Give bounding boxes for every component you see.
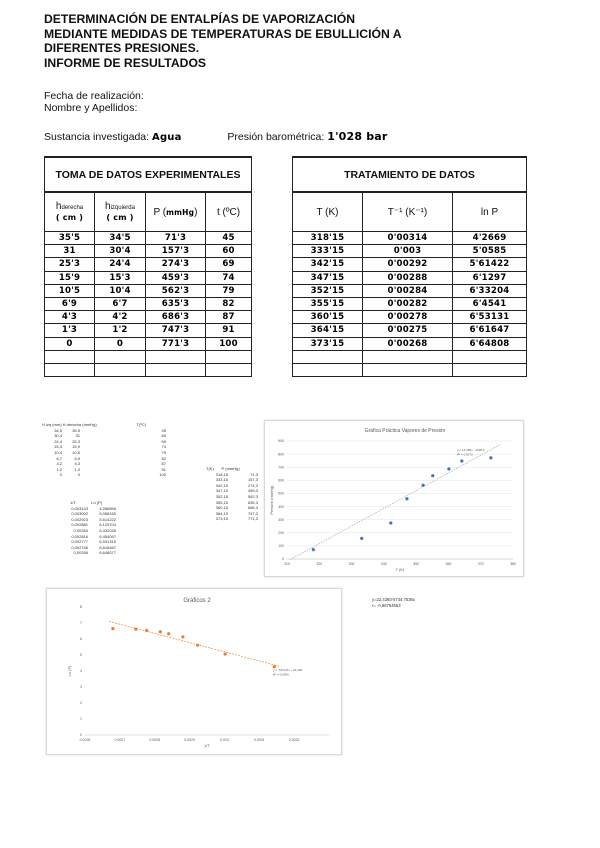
y-tick-label: 900 [278,439,284,444]
x-tick-label: 0.0031 [253,738,265,742]
table-cell: 0'00282 [363,297,453,310]
table-row [45,337,252,350]
sheet-cell: 0,00268 [73,550,88,556]
table-cell: 69 [206,258,252,271]
title-line: MEDIANTE MEDIDAS DE TEMPERATURAS DE EBULLICIÓN A [44,26,402,41]
table-row [293,297,527,310]
table-cell [293,363,363,376]
sheet-cell: 342,15 [215,482,228,488]
table-cell: 0'00268 [363,337,453,350]
sheet-cell: 333,15 [215,477,228,483]
sheet-cell: 747,3 [247,510,258,516]
y-tick-label: 8 [80,605,82,610]
sheet-cell: 6,332036 [99,527,116,533]
sheet-cell: 686,3 [247,505,258,511]
table-cell: 4'2 [95,311,146,324]
sheet-cell: 0 [77,472,80,478]
table-cell: 274'3 [146,258,206,271]
treatment-table-caption: TRATAMIENTO DE DATOS [293,157,527,192]
y-tick-label: 400 [278,504,284,509]
y-tick-label: 3 [80,685,82,690]
sheet-row [206,516,258,522]
table-cell: 4'2669 [453,232,527,245]
table-row [45,363,252,376]
table-row [45,350,252,363]
chart-title: Gráficos 2 [183,598,211,604]
table-cell: 360'15 [293,311,363,324]
y-tick-label: 300 [278,517,284,522]
sheet-cell: 79 [161,449,166,455]
experimental-data-table [44,156,252,377]
sheet-cell: 34,5 [54,427,62,433]
treatment-data-table [292,156,527,377]
col-header-pressure: P (mmHg) [146,192,206,232]
table-cell: 79 [206,284,252,297]
table-cell: 10'5 [45,284,95,297]
data-point [111,627,114,630]
substance-line [44,131,564,144]
table-cell: 6'7 [95,297,146,310]
sheet-row: T(K) P (mmHg) [206,466,240,471]
data-point [159,630,162,633]
table-cell: 6'9 [45,297,95,310]
table-cell: 0'00314 [363,232,453,245]
spreadsheet-block-heights [42,422,166,478]
table-cell: 0'00292 [363,258,453,271]
x-axis-label: 1/T [204,743,210,748]
table-cell: 82 [206,297,252,310]
y-tick-label: 5 [80,653,82,658]
x-tick-label: 330 [348,562,355,566]
table-cell: 0'00275 [363,324,453,337]
sheet-header-cell: T(ºC) [136,422,147,427]
sheet-cell: 4,3 [74,461,80,467]
data-point [460,459,463,462]
table-cell: 5'0585 [453,245,527,258]
col-header-h-izquierda: hizquierda ( cm ) [95,192,146,232]
sheet-cell: 364,15 [215,510,228,516]
sheet-cell: 1,3 [74,466,80,472]
table-row [293,311,527,324]
data-point [389,521,392,524]
sheet-cell: 459,3 [247,488,258,494]
table-row [293,232,527,245]
sheet-cell: 10,4 [54,449,62,455]
table-cell [363,363,453,376]
data-point [167,632,170,635]
table-cell: 6'61647 [453,324,527,337]
table-cell: 157'3 [146,245,206,258]
col-header-temperature: t (ºC) [206,192,252,232]
sheet-cell: 0,003002 [71,511,88,517]
x-tick-label: 360 [445,562,452,566]
sheet-cell: 87 [161,461,166,467]
sheet-cell: 6,129704 [99,522,116,528]
table-cell: 0'003 [363,245,453,258]
sheet-cell: 71,3 [250,471,258,477]
x-tick-label: 0.0029 [184,738,195,742]
table-cell: 60 [206,245,252,258]
sheet-cell: 69 [161,438,166,444]
fecha-label: Fecha de realización: [44,90,144,102]
table-cell: 15'3 [95,271,146,284]
data-point [447,467,450,470]
sheet-cell: 10,5 [72,449,80,455]
sheet-row [42,472,166,478]
table-cell: 686'3 [146,311,206,324]
sheet-cell: 25,3 [72,438,80,444]
y-axis-label: Presión (mmHg) [269,485,274,515]
sheet-cell: 352,15 [215,493,228,499]
table-cell: 373'15 [293,337,363,350]
sheet-cell: 5,614222 [99,516,116,522]
col-header-ln-P: ln P [453,192,527,232]
sheet-cell: 157,3 [247,477,258,483]
table-cell [206,350,252,363]
sheet-cell: 355,15 [215,499,228,505]
table-cell: 5'61422 [453,258,527,271]
chart-lnP-vs-inverseT [46,588,342,755]
sheet-cell: 771,3 [247,516,258,522]
trendline [290,445,500,560]
table-cell: 91 [206,324,252,337]
sheet-cell: 0,002777 [71,539,88,545]
table-cell: 6'53131 [453,311,527,324]
sheet-cell: 0,00284 [73,527,88,533]
table-cell: 347'15 [293,271,363,284]
sheet-cell: 274,3 [247,482,258,488]
sheet-cell: 635,3 [247,499,258,505]
x-tick-label: 380 [510,562,516,566]
table-row [293,245,527,258]
table-row [45,297,252,310]
data-point [224,652,227,655]
table-cell: 318'15 [293,232,363,245]
table-cell: 31 [45,245,95,258]
sheet-cell: 6,616467 [99,544,116,550]
table-cell: 10'4 [95,284,146,297]
regression-note-line: y=22,4360-5744,7536x [372,597,415,602]
sheet-cell: 6,648077 [99,550,116,556]
sheet-cell: 0,002881 [71,522,88,528]
table-cell [146,363,206,376]
presion-value: 1'028 bar [327,130,388,143]
sheet-cell: 6,9 [74,455,80,461]
sheet-cell: 31 [75,433,80,439]
sheet-cell: 4,2 [56,461,62,467]
trendline-r2: R² = 0,9172 [457,452,473,457]
table-cell [45,363,95,376]
table-cell: 30'4 [95,245,146,258]
x-tick-label: 340 [380,562,387,566]
table-cell: 635'3 [146,297,206,310]
table-cell: 15'9 [45,271,95,284]
table-cell: 25'3 [45,258,95,271]
table-cell: 34'5 [95,232,146,245]
table-cell [363,350,453,363]
sheet-cell: 318,15 [215,471,228,477]
table-cell [45,350,95,363]
y-tick-label: 0 [282,557,284,562]
y-tick-label: 2 [80,701,82,706]
data-point [405,497,408,500]
regression-note [372,597,415,609]
table-cell: 45 [206,232,252,245]
y-tick-label: 700 [278,465,284,470]
sheet-cell: 45 [161,427,166,433]
table-cell: 74 [206,271,252,284]
sheet-cell: 562,3 [247,493,258,499]
x-tick-label: 350 [413,562,420,566]
table-cell: 364'15 [293,324,363,337]
x-tick-label: 310 [284,562,290,566]
sheet-cell: 6,454097 [99,533,116,539]
y-axis-label: Ln (P) [67,665,72,677]
y-tick-label: 500 [278,491,284,496]
table-cell: 333'15 [293,245,363,258]
col-header-h-derecha: hderecha ( cm ) [45,192,95,232]
table-row [293,350,527,363]
spreadsheet-block-logs [62,500,116,556]
sheet-cell: 347,15 [215,488,228,494]
table-row [293,284,527,297]
table-cell [453,363,527,376]
table-cell [293,350,363,363]
document-title [44,12,464,70]
table-cell: 0 [95,337,146,350]
sheet-row: 1/T Ln (P) [70,500,103,505]
trendline-equation: y = 13,485x - 4198,4 [457,448,485,452]
table-row [293,271,527,284]
spreadsheet-block-pressure [206,466,258,522]
x-tick-label: 0.0028 [149,738,161,742]
sheet-header-cell: H izq (mm) H derecha (mmHg) [42,422,97,427]
trendline-equation: y = -5474,8x + 22,436 [273,668,303,672]
table-row [293,324,527,337]
table-cell [206,363,252,376]
sustancia-label: Sustancia investigada: [44,131,150,143]
table-cell: 71'3 [146,232,206,245]
sheet-cell: 24,4 [54,438,62,444]
x-tick-label: 0.0027 [114,738,126,742]
table-cell: 35'5 [45,232,95,245]
table-row [45,232,252,245]
table-cell: 24'4 [95,258,146,271]
col-header-inverse-T: T⁻¹ (K⁻¹) [363,192,453,232]
sheet-cell: 0,002816 [71,533,88,539]
data-point [489,456,492,459]
table-cell: 342'15 [293,258,363,271]
sheet-cell: 0 [59,472,62,478]
y-tick-label: 7 [80,621,82,626]
chart-pressure-vs-temperature [264,420,524,577]
table-row [45,258,252,271]
table-row [293,363,527,376]
table-row [293,337,527,350]
presion-label: Presión barométrica: [227,131,325,143]
title-line: DETERMINACIÓN DE ENTALPÍAS DE VAPORIZACIÓN [44,12,356,26]
sheet-cell: 15,3 [54,444,62,450]
y-tick-label: 0 [80,733,82,738]
chart-title: Gráfica Práctica Vapores de Presión [364,428,446,434]
sheet-cell: 60 [161,433,166,439]
table-row [45,271,252,284]
x-tick-label: 0.0026 [79,738,91,742]
data-point [145,629,148,632]
data-point [312,548,315,551]
x-tick-label: 370 [477,562,484,566]
data-point [181,635,184,638]
table-row [45,324,252,337]
sheet-cell: 360,15 [215,505,228,511]
y-tick-label: 4 [80,669,82,674]
table-cell: 87 [206,311,252,324]
col-header-T-kelvin: T (K) [293,192,363,232]
y-tick-label: 600 [278,478,284,483]
table-cell: 6'1297 [453,271,527,284]
table-cell [95,363,146,376]
sheet-cell: 4,266896 [99,505,116,511]
table-cell: 6'64808 [453,337,527,350]
sheet-cell: 91 [161,466,166,472]
sheet-cell: 6,531315 [99,539,116,545]
sheet-cell: 74 [161,444,166,450]
y-tick-label: 1 [80,717,82,722]
data-point [421,484,424,487]
regression-note-line: r= -0,96754563 [372,603,401,608]
sheet-cell: 35,5 [72,427,80,433]
nombre-label: Nombre y Apellidos: [44,102,138,114]
sustancia-value: Agua [152,132,182,143]
table-cell: 771'3 [146,337,206,350]
chart1-svg [265,421,523,576]
table-row [293,258,527,271]
sheet-cell: 0,002746 [71,544,88,550]
table-cell: 100 [206,337,252,350]
x-tick-label: 0.003 [220,738,229,742]
sheet-cell: 82 [161,455,166,461]
sheet-cell: 1,2 [56,466,62,472]
sheet-cell: 5,058155 [99,511,116,517]
table-row [45,284,252,297]
title-line: INFORME DE RESULTADOS [44,55,207,70]
data-point [360,537,363,540]
x-axis-label: T (K) [395,567,405,572]
table-cell [146,350,206,363]
sheet-cell: 100 [159,472,166,478]
table-cell: 6'33204 [453,284,527,297]
y-tick-label: 6 [80,637,82,642]
table-cell: 352'15 [293,284,363,297]
y-tick-label: 100 [278,544,284,549]
table-cell [453,350,527,363]
table-cell: 6'4541 [453,297,527,310]
data-point [134,628,137,631]
sheet-cell: 6,7 [56,455,62,461]
table-cell: 355'15 [293,297,363,310]
sheet-cell: 373,15 [215,516,228,522]
table-row [45,245,252,258]
y-tick-label: 800 [278,452,284,457]
table-cell: 0'00288 [363,271,453,284]
table-row [45,311,252,324]
table-cell [95,350,146,363]
table-cell: 0'00278 [363,311,453,324]
sheet-cell: 0,003143 [71,505,88,511]
trendline-r2: R² = 0,9366 [273,672,289,677]
sheet-row [62,550,116,556]
table-cell: 562'3 [146,284,206,297]
data-point [431,474,434,477]
data-point [196,644,199,647]
table-cell: 0 [45,337,95,350]
experimental-table-caption: TOMA DE DATOS EXPERIMENTALES [45,157,252,192]
sheet-cell: 30,4 [54,433,62,439]
x-tick-label: 320 [316,562,323,566]
table-cell: 1'3 [45,324,95,337]
x-tick-label: 0.0032 [288,738,300,742]
table-cell: 459'3 [146,271,206,284]
table-cell: 4'3 [45,311,95,324]
table-cell: 1'2 [95,324,146,337]
sheet-cell: 0,002923 [71,516,88,522]
sheet-cell: 15,9 [72,444,80,450]
table-cell: 0'00284 [363,284,453,297]
y-tick-label: 200 [278,530,284,535]
title-line: DIFERENTES PRESIONES. [44,41,200,55]
chart2-svg [47,589,341,754]
table-cell: 747'3 [146,324,206,337]
